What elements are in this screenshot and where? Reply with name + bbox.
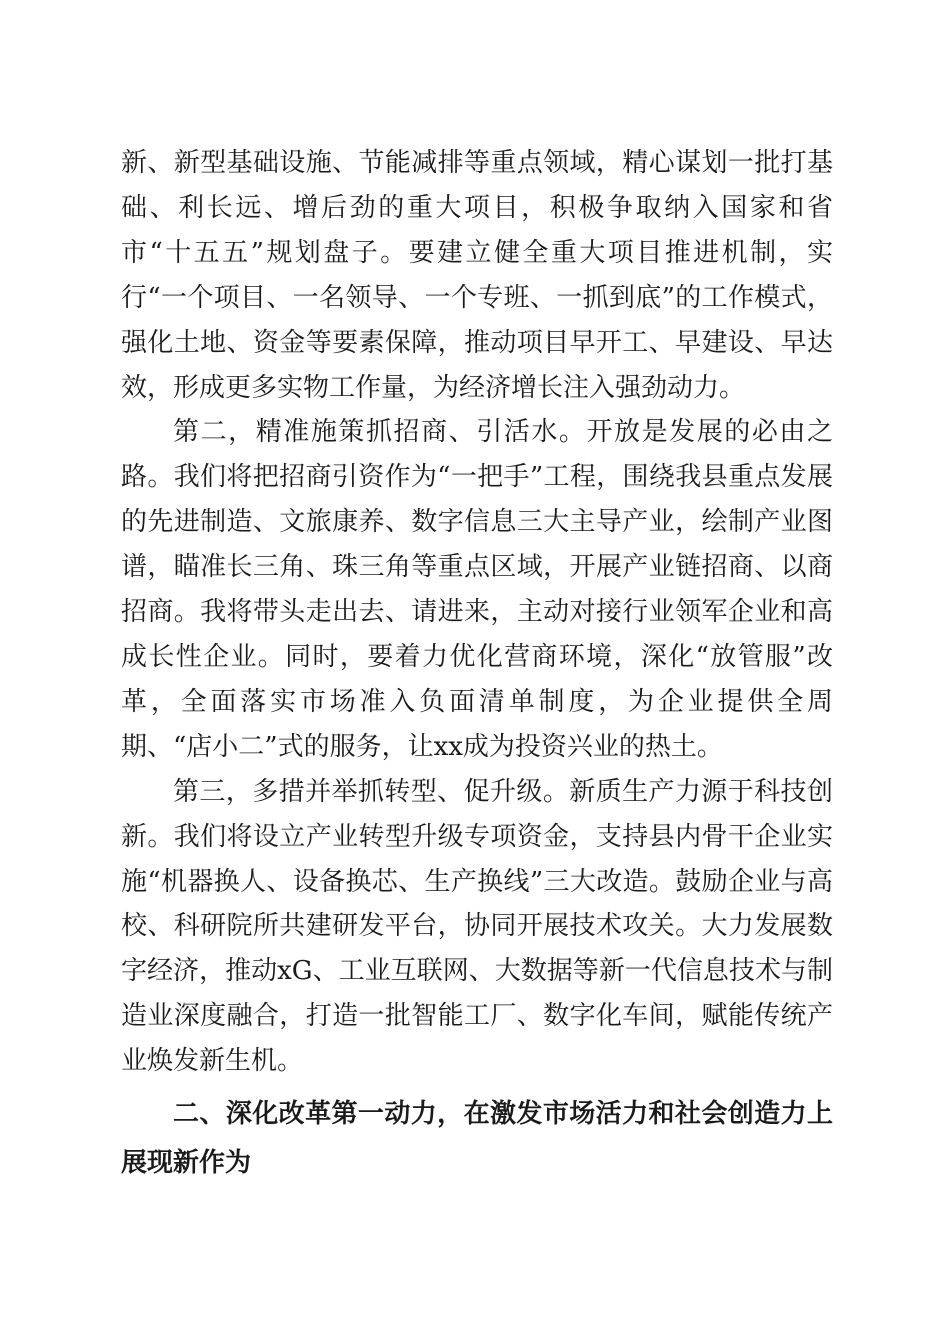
paragraph-investment	[121, 410, 833, 769]
paragraph-text: 新、新型基础设施、节能减排等重点领域，精心谋划一批打基础、利长远、增后劲的重大项目，积极争取纳入国家和省市“十五五”规划盘子。要建立健全重大项目推进机制，实行“一个项目、一名领导、一个专班、一抓到底”的工作模式，强化土地、资金等要素保障，推动项目早开工、早建设、早达效，形成更多实物工作量，为经济增长注入强劲动力。	[121, 148, 833, 403]
paragraph-continuation	[121, 141, 833, 410]
paragraph-transformation	[121, 770, 833, 1084]
section-heading: 二、深化改革第一动力，在激发市场活力和社会创造力上展现新作为	[121, 1099, 833, 1179]
paragraph-text: 开放是发展的必由之路。我们将把招商引资作为“一把手”工程，围绕我县重点发展的先进制造、文旅康养、数字信息三大主导产业，绘制产业图谱，瞄准长三角、珠三角等重点区域，开展产业链招商、以商招商。我将带头走出去、请进来，主动对接行业领军企业和高成长性企业。同时，要着力优化营商环境，深化“放管服”改革，全面落实市场准入负面清单制度，为企业提供全周期、“店小二”式的服务，让xx成为投资兴业的热土。	[121, 417, 833, 762]
document-page	[121, 141, 833, 1188]
paragraph-lead: 第二，精准施策抓招商、引活水。	[173, 417, 587, 448]
paragraph-lead: 第三，多措并举抓转型、促升级。	[173, 776, 570, 807]
paragraph-text: 新质生产力源于科技创新。我们将设立产业转型升级专项资金，支持县内骨干企业实施“机器换人、设备换芯、生产换线”三大改造。鼓励企业与高校、科研院所共建研发平台，协同开展技术攻关。大力发展数字经济，推动xG、工业互联网、大数据等新一代信息技术与制造业深度融合，打造一批智能工厂、数字化车间，赋能传统产业焕发新生机。	[121, 776, 833, 1077]
